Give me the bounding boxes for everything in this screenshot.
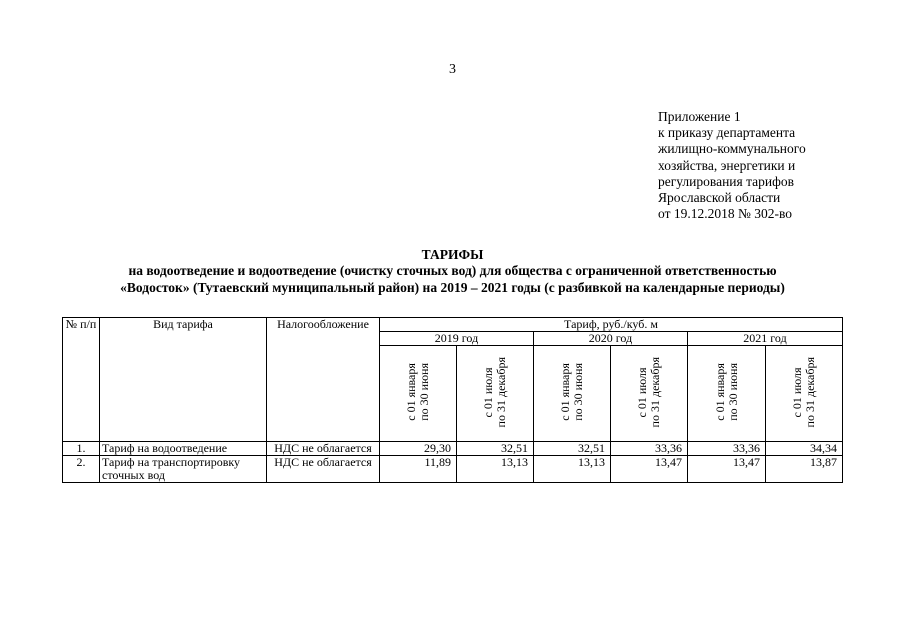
period-line: по 31 декабря (803, 356, 817, 428)
row-value: 29,30 (380, 442, 457, 456)
document-title (0, 247, 905, 296)
period-line: по 31 декабря (648, 356, 662, 428)
header-num: № п/п (63, 318, 100, 442)
row-value: 34,34 (766, 442, 843, 456)
row-type: Тариф на транспортировку сточных вод (100, 456, 267, 483)
period-line: по 31 декабря (494, 356, 508, 428)
header-year-2019: 2019 год (380, 332, 534, 346)
appendix-line: хозяйства, энергетики и (658, 157, 796, 173)
row-value: 11,89 (380, 456, 457, 483)
period-line: с 01 января (558, 363, 572, 421)
row-tax: НДС не облагается (267, 456, 380, 483)
title-line: «Водосток» (Тутаевский муниципальный район) на 2019 – 2021 годы (с разбивкой на календарные периоды) (120, 279, 785, 295)
row-value: 13,87 (766, 456, 843, 483)
header-row (63, 318, 843, 332)
period-line: с 01 июля (790, 367, 804, 417)
tariff-table (62, 317, 843, 483)
table-row (63, 442, 843, 456)
period-line: с 01 января (404, 363, 418, 421)
period-line: с 01 июля (635, 367, 649, 417)
header-period-first (688, 346, 766, 442)
table-row (63, 456, 843, 483)
row-num: 2. (63, 456, 100, 483)
row-tax: НДС не облагается (267, 442, 380, 456)
header-type: Вид тарифа (100, 318, 267, 442)
row-type: Тариф на водоотведение (100, 442, 267, 456)
period-line: по 30 июня (571, 363, 585, 421)
period-line: с 01 января (712, 363, 727, 421)
title-heading: ТАРИФЫ (421, 247, 484, 262)
row-value: 13,13 (534, 456, 611, 483)
header-year-2021: 2021 год (688, 332, 843, 346)
appendix-line: Приложение 1 (658, 109, 741, 124)
header-period-second (611, 346, 688, 442)
appendix-line: от 19.12.2018 № 302-во (658, 206, 793, 222)
header-period-second (457, 346, 534, 442)
appendix-block (658, 109, 806, 222)
row-value: 13,47 (688, 456, 766, 483)
appendix-line: Ярославской области (658, 190, 781, 206)
row-value: 13,47 (611, 456, 688, 483)
period-line: с 01 июля (481, 367, 495, 417)
row-value: 32,51 (534, 442, 611, 456)
row-value: 13,13 (457, 456, 534, 483)
appendix-line: жилищно-коммунального (658, 141, 806, 157)
appendix-line: к приказу департамента (658, 125, 796, 141)
row-value: 33,36 (688, 442, 766, 456)
row-value: 33,36 (611, 442, 688, 456)
period-line: по 30 июня (725, 363, 740, 421)
page-number: 3 (449, 62, 456, 77)
header-period-first (534, 346, 611, 442)
header-tariff: Тариф, руб./куб. м (380, 318, 843, 332)
header-tax: Налогообложение (267, 318, 380, 442)
period-line: по 30 июня (417, 363, 431, 421)
row-num: 1. (63, 442, 100, 456)
header-period-second (766, 346, 843, 442)
appendix-line: регулирования тарифов (658, 173, 795, 189)
header-year-2020: 2020 год (534, 332, 688, 346)
title-line: на водоотведение и водоотведение (очистку сточных вод) для общества с ограниченной ответственностью (128, 263, 777, 279)
row-value: 32,51 (457, 442, 534, 456)
header-period-first (380, 346, 457, 442)
